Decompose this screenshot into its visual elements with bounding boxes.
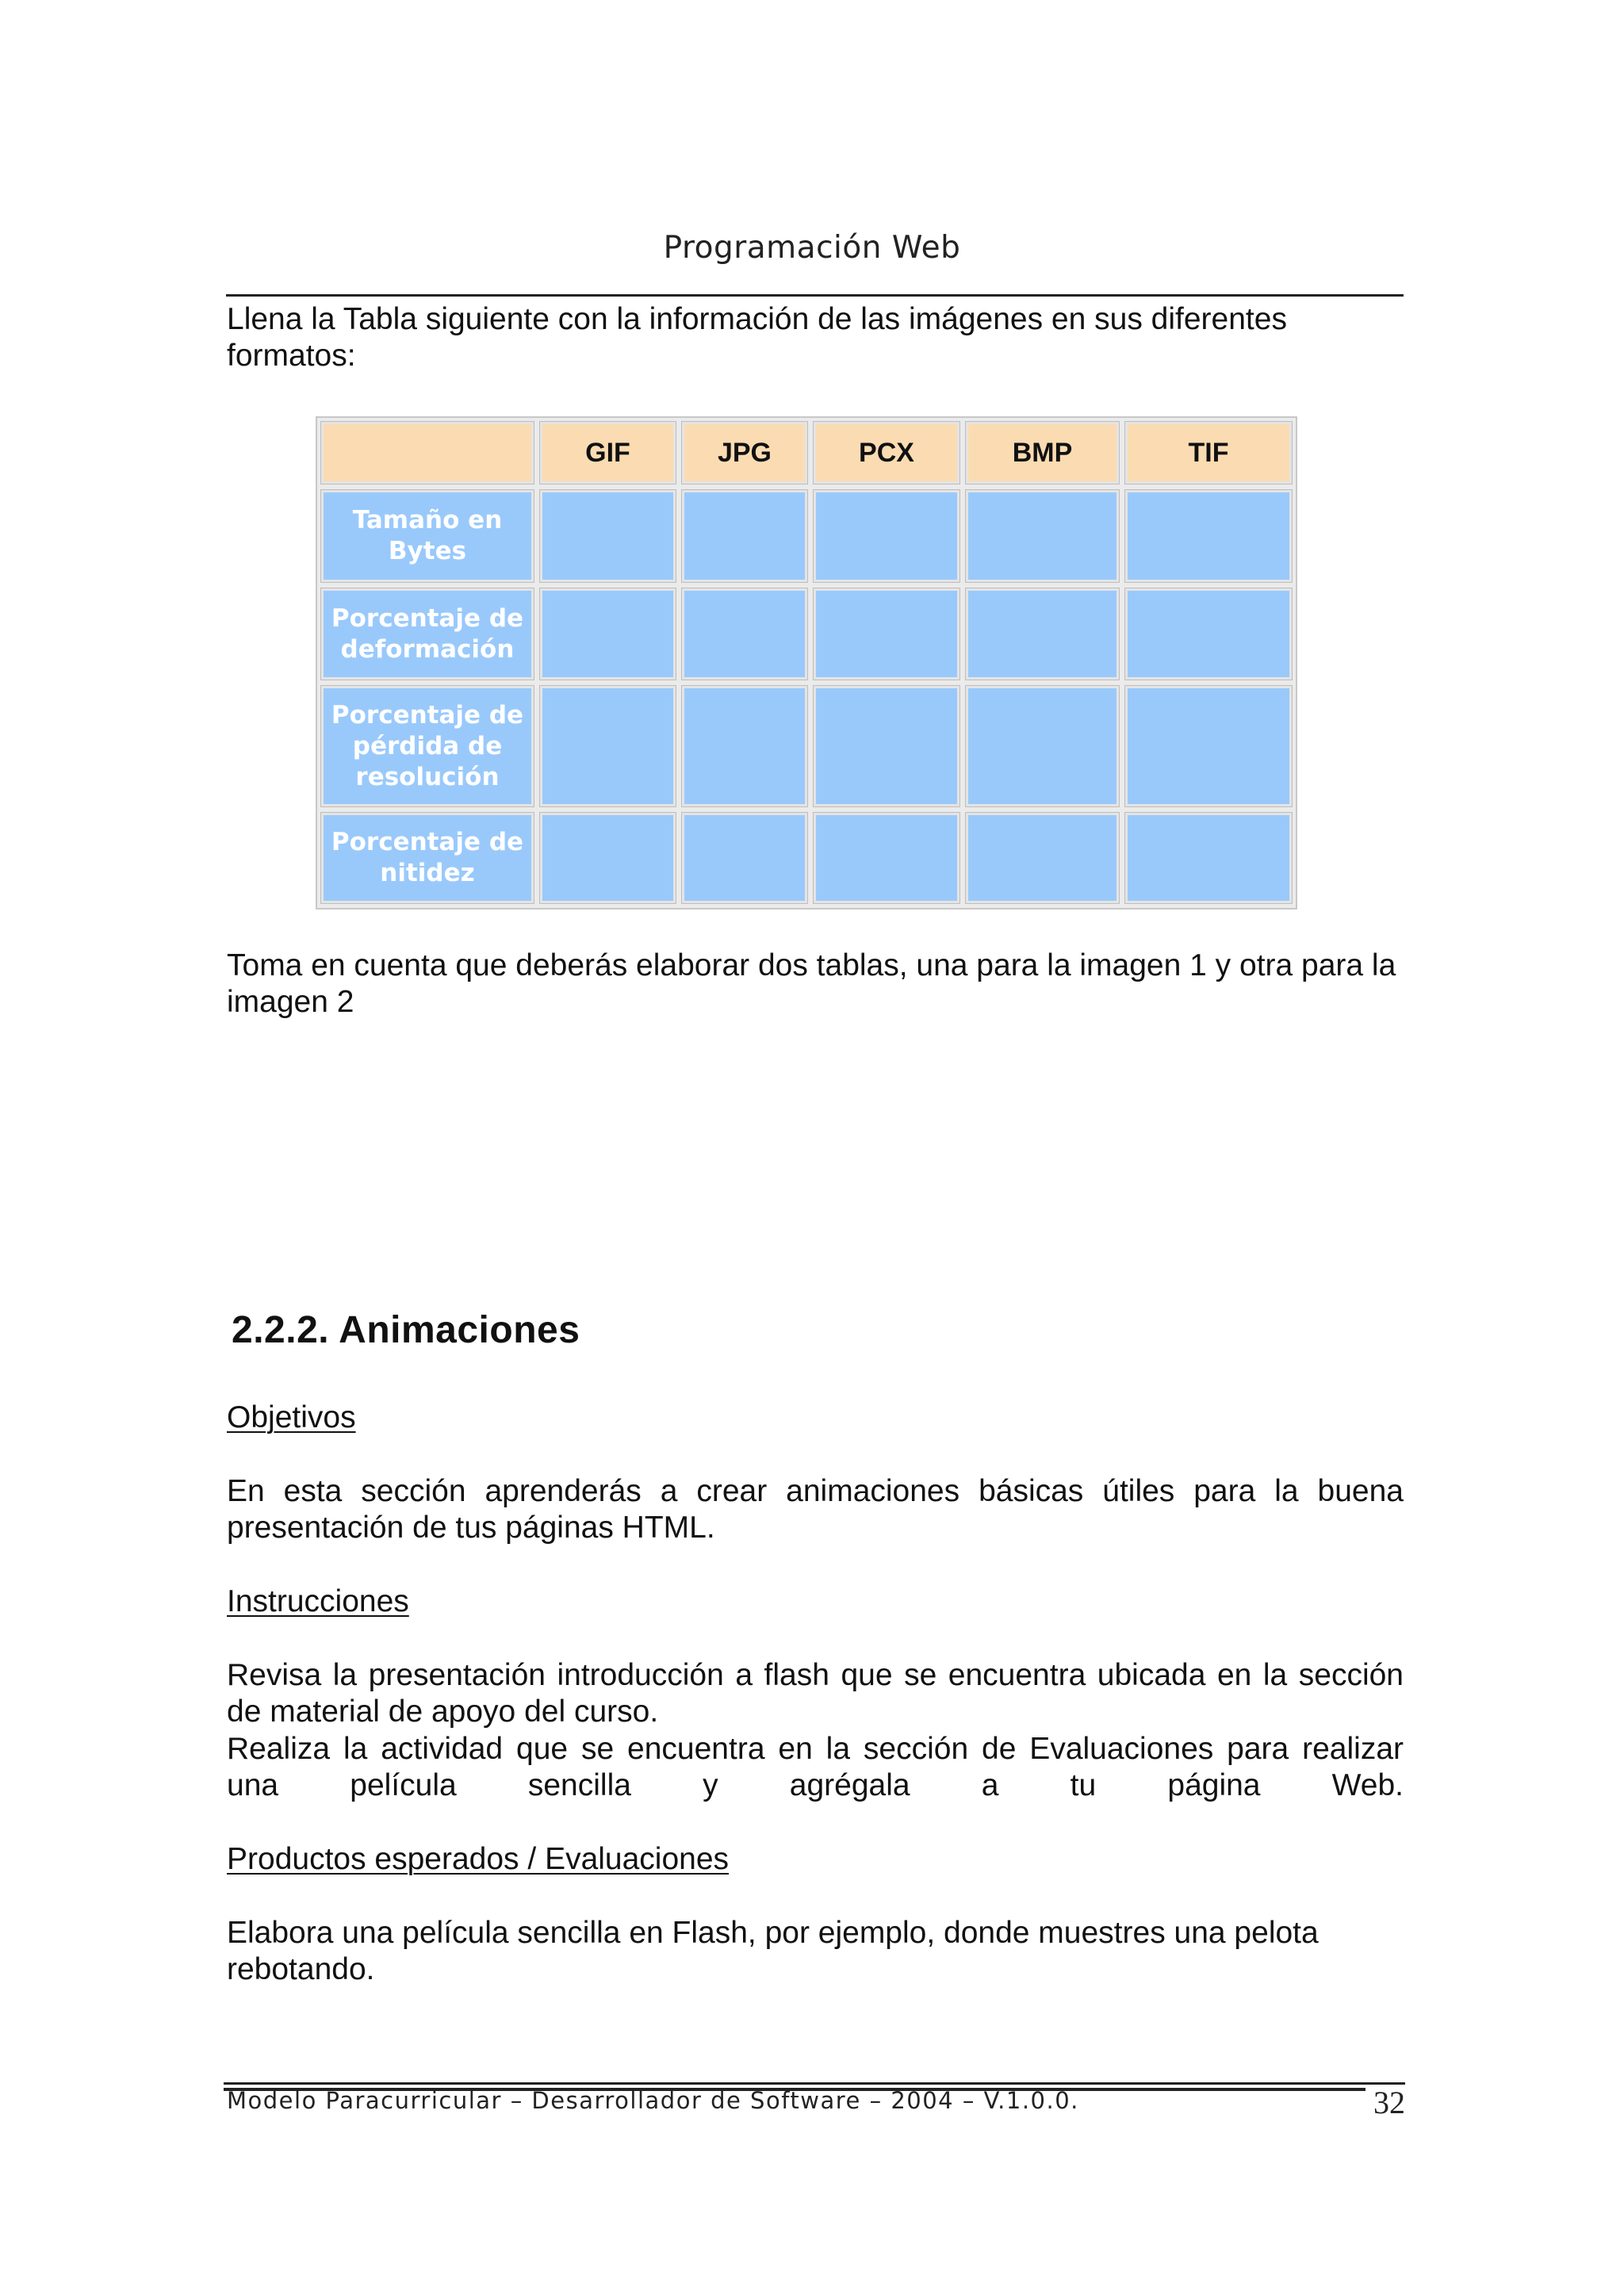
table-cell <box>966 686 1119 806</box>
table-cell <box>682 813 807 903</box>
instructions-text-1: Revisa la presentación introducción a flash que se encuentra ubicada en la sección de material de apoyo del curso. <box>227 1658 1404 1729</box>
table-cell <box>814 686 959 806</box>
column-header: TIF <box>1125 422 1292 484</box>
table-cell <box>682 588 807 680</box>
objectives-heading: Objetivos <box>227 1400 356 1434</box>
table-cell <box>682 686 807 806</box>
instructions-heading: Instrucciones <box>227 1584 409 1618</box>
table-cell <box>1125 588 1292 680</box>
table-cell <box>966 490 1119 582</box>
table-cell <box>814 490 959 582</box>
table-cell <box>1125 490 1292 582</box>
table-cell <box>966 813 1119 903</box>
table-cell <box>540 686 676 806</box>
column-header: JPG <box>682 422 807 484</box>
footer-rule <box>224 2082 1405 2085</box>
row-header: Porcentaje de deformación <box>321 588 534 680</box>
column-header: PCX <box>814 422 959 484</box>
instructions-text-2: Realiza la actividad que se encuentra en la sección de Evaluaciones para realizar una película sencilla y agrégala a tu página Web. <box>227 1732 1404 1802</box>
header-rule <box>226 294 1404 297</box>
section-title: 2.2.2. Animaciones <box>232 1309 580 1351</box>
table-cell <box>682 490 807 582</box>
table-cell <box>966 588 1119 680</box>
products-heading: Productos esperados / Evaluaciones <box>227 1842 730 1876</box>
table-corner-cell <box>321 422 534 484</box>
objectives-text: En esta sección aprenderás a crear animaciones básicas útiles para la buena presentación de tus páginas HTML. <box>227 1474 1404 1545</box>
row-header: Porcentaje de pérdida de resolución <box>321 686 534 806</box>
table-cell <box>814 588 959 680</box>
column-header: GIF <box>540 422 676 484</box>
row-header: Porcentaje de nitidez <box>321 813 534 903</box>
table-cell <box>540 490 676 582</box>
running-header: Programación Web <box>663 230 961 266</box>
products-text: Elabora una película sencilla en Flash, por ejemplo, donde muestres una pelota rebotando. <box>227 1916 1319 1986</box>
page-number: 32 <box>1373 2085 1405 2120</box>
table-note: Toma en cuenta que deberás elaborar dos tablas, una para la imagen 1 y otra para la imagen 2 <box>227 948 1396 1019</box>
intro-paragraph: Llena la Tabla siguiente con la información de las imágenes en sus diferentes formatos: <box>227 302 1287 373</box>
table-cell <box>540 588 676 680</box>
column-header: BMP <box>966 422 1119 484</box>
table-cell <box>814 813 959 903</box>
image-format-table <box>316 416 1297 910</box>
footer-text: Modelo Paracurricular – Desarrollador de Software – 2004 – V.1.0.0. <box>227 2087 1079 2114</box>
table-cell <box>1125 686 1292 806</box>
row-header: Tamaño en Bytes <box>321 490 534 582</box>
table-cell <box>540 813 676 903</box>
table-cell <box>1125 813 1292 903</box>
